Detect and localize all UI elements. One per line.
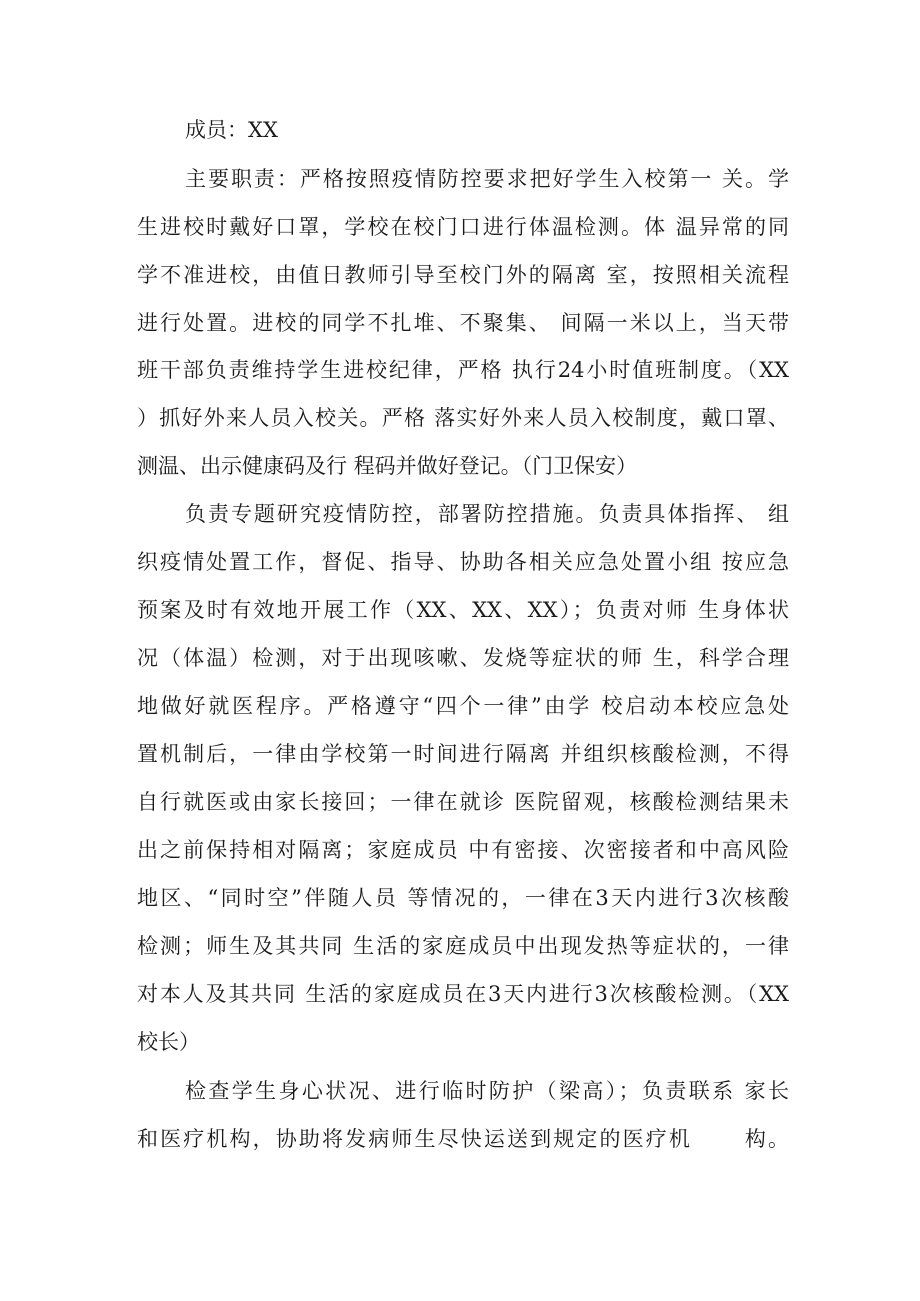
paragraph-1-line-7: 测温、出示健康码及行 程码并做好登记。（门卫保安）	[137, 454, 638, 478]
paragraph-2-line-6: 置机制后，一律由学校第一时间进行隔离 并组织核酸检测，不得	[137, 742, 789, 766]
paragraph-2-line-8: 出之前保持相对隔离；家庭成员 中有密接、次密接者和中高风险	[137, 838, 789, 862]
paragraph-2-line-3: 预案及时有效地开展工作（XX、XX、XX）；负责对师 生身体状	[137, 598, 789, 622]
paragraph-2-line-1: 负责专题研究疫情防控，部署防控措施。负责具体指挥、 组	[185, 502, 789, 526]
paragraph-2-line-11: 对本人及其共同 生活的家庭成员在3天内进行3次核酸检测。（XX	[137, 982, 789, 1006]
paragraph-1-line-3: 学不准进校，由值日教师引导至校门外的隔离 室，按照相关流程	[137, 263, 789, 287]
paragraph-1-line-2: 生进校时戴好口罩，学校在校门口进行体温检测。体 温异常的同	[137, 215, 789, 239]
paragraph-2-line-5: 地做好就医程序。严格遵守“四个一律”由学 校启动本校应急处	[137, 694, 789, 718]
paragraph-1-line-4: 进行处置。进校的同学不扎堆、不聚集、 间隔一米以上，当天带	[137, 311, 789, 335]
paragraph-2-line-9: 地区、“同时空”伴随人员 等情况的，一律在3天内进行3次核酸	[137, 886, 789, 910]
paragraph-2-line-4: 况（体温）检测，对于出现咳嗽、发烧等症状的师 生，科学合理	[137, 646, 789, 670]
paragraph-3-line-2: 和医疗机构，协助将发病师生尽快运送到规定的医疗机 构。	[137, 1127, 789, 1151]
members-line: 成员：XX	[185, 118, 278, 142]
paragraph-2-line-2: 织疫情处置工作，督促、指导、协助各相关应急处置小组 按应急	[137, 550, 789, 574]
paragraph-2-line-12: 校长）	[137, 1030, 200, 1054]
paragraph-2-line-7: 自行就医或由家长接回；一律在就诊 医院留观，核酸检测结果未	[137, 790, 789, 814]
paragraph-1-line-6: ）抓好外来人员入校关。严格 落实好外来人员入校制度，戴口罩、	[137, 406, 789, 430]
paragraph-3-line-1: 检查学生身心状况、进行临时防护（梁高）；负责联系 家长	[185, 1079, 789, 1103]
paragraph-1-line-5: 班干部负责维持学生进校纪律，严格 执行24小时值班制度。（XX	[137, 358, 789, 382]
paragraph-1-line-1: 主要职责：严格按照疫情防控要求把好学生入校第一 关。学	[185, 167, 789, 191]
paragraph-2-line-10: 检测；师生及其共同 生活的家庭成员中出现发热等症状的，一律	[137, 934, 789, 958]
